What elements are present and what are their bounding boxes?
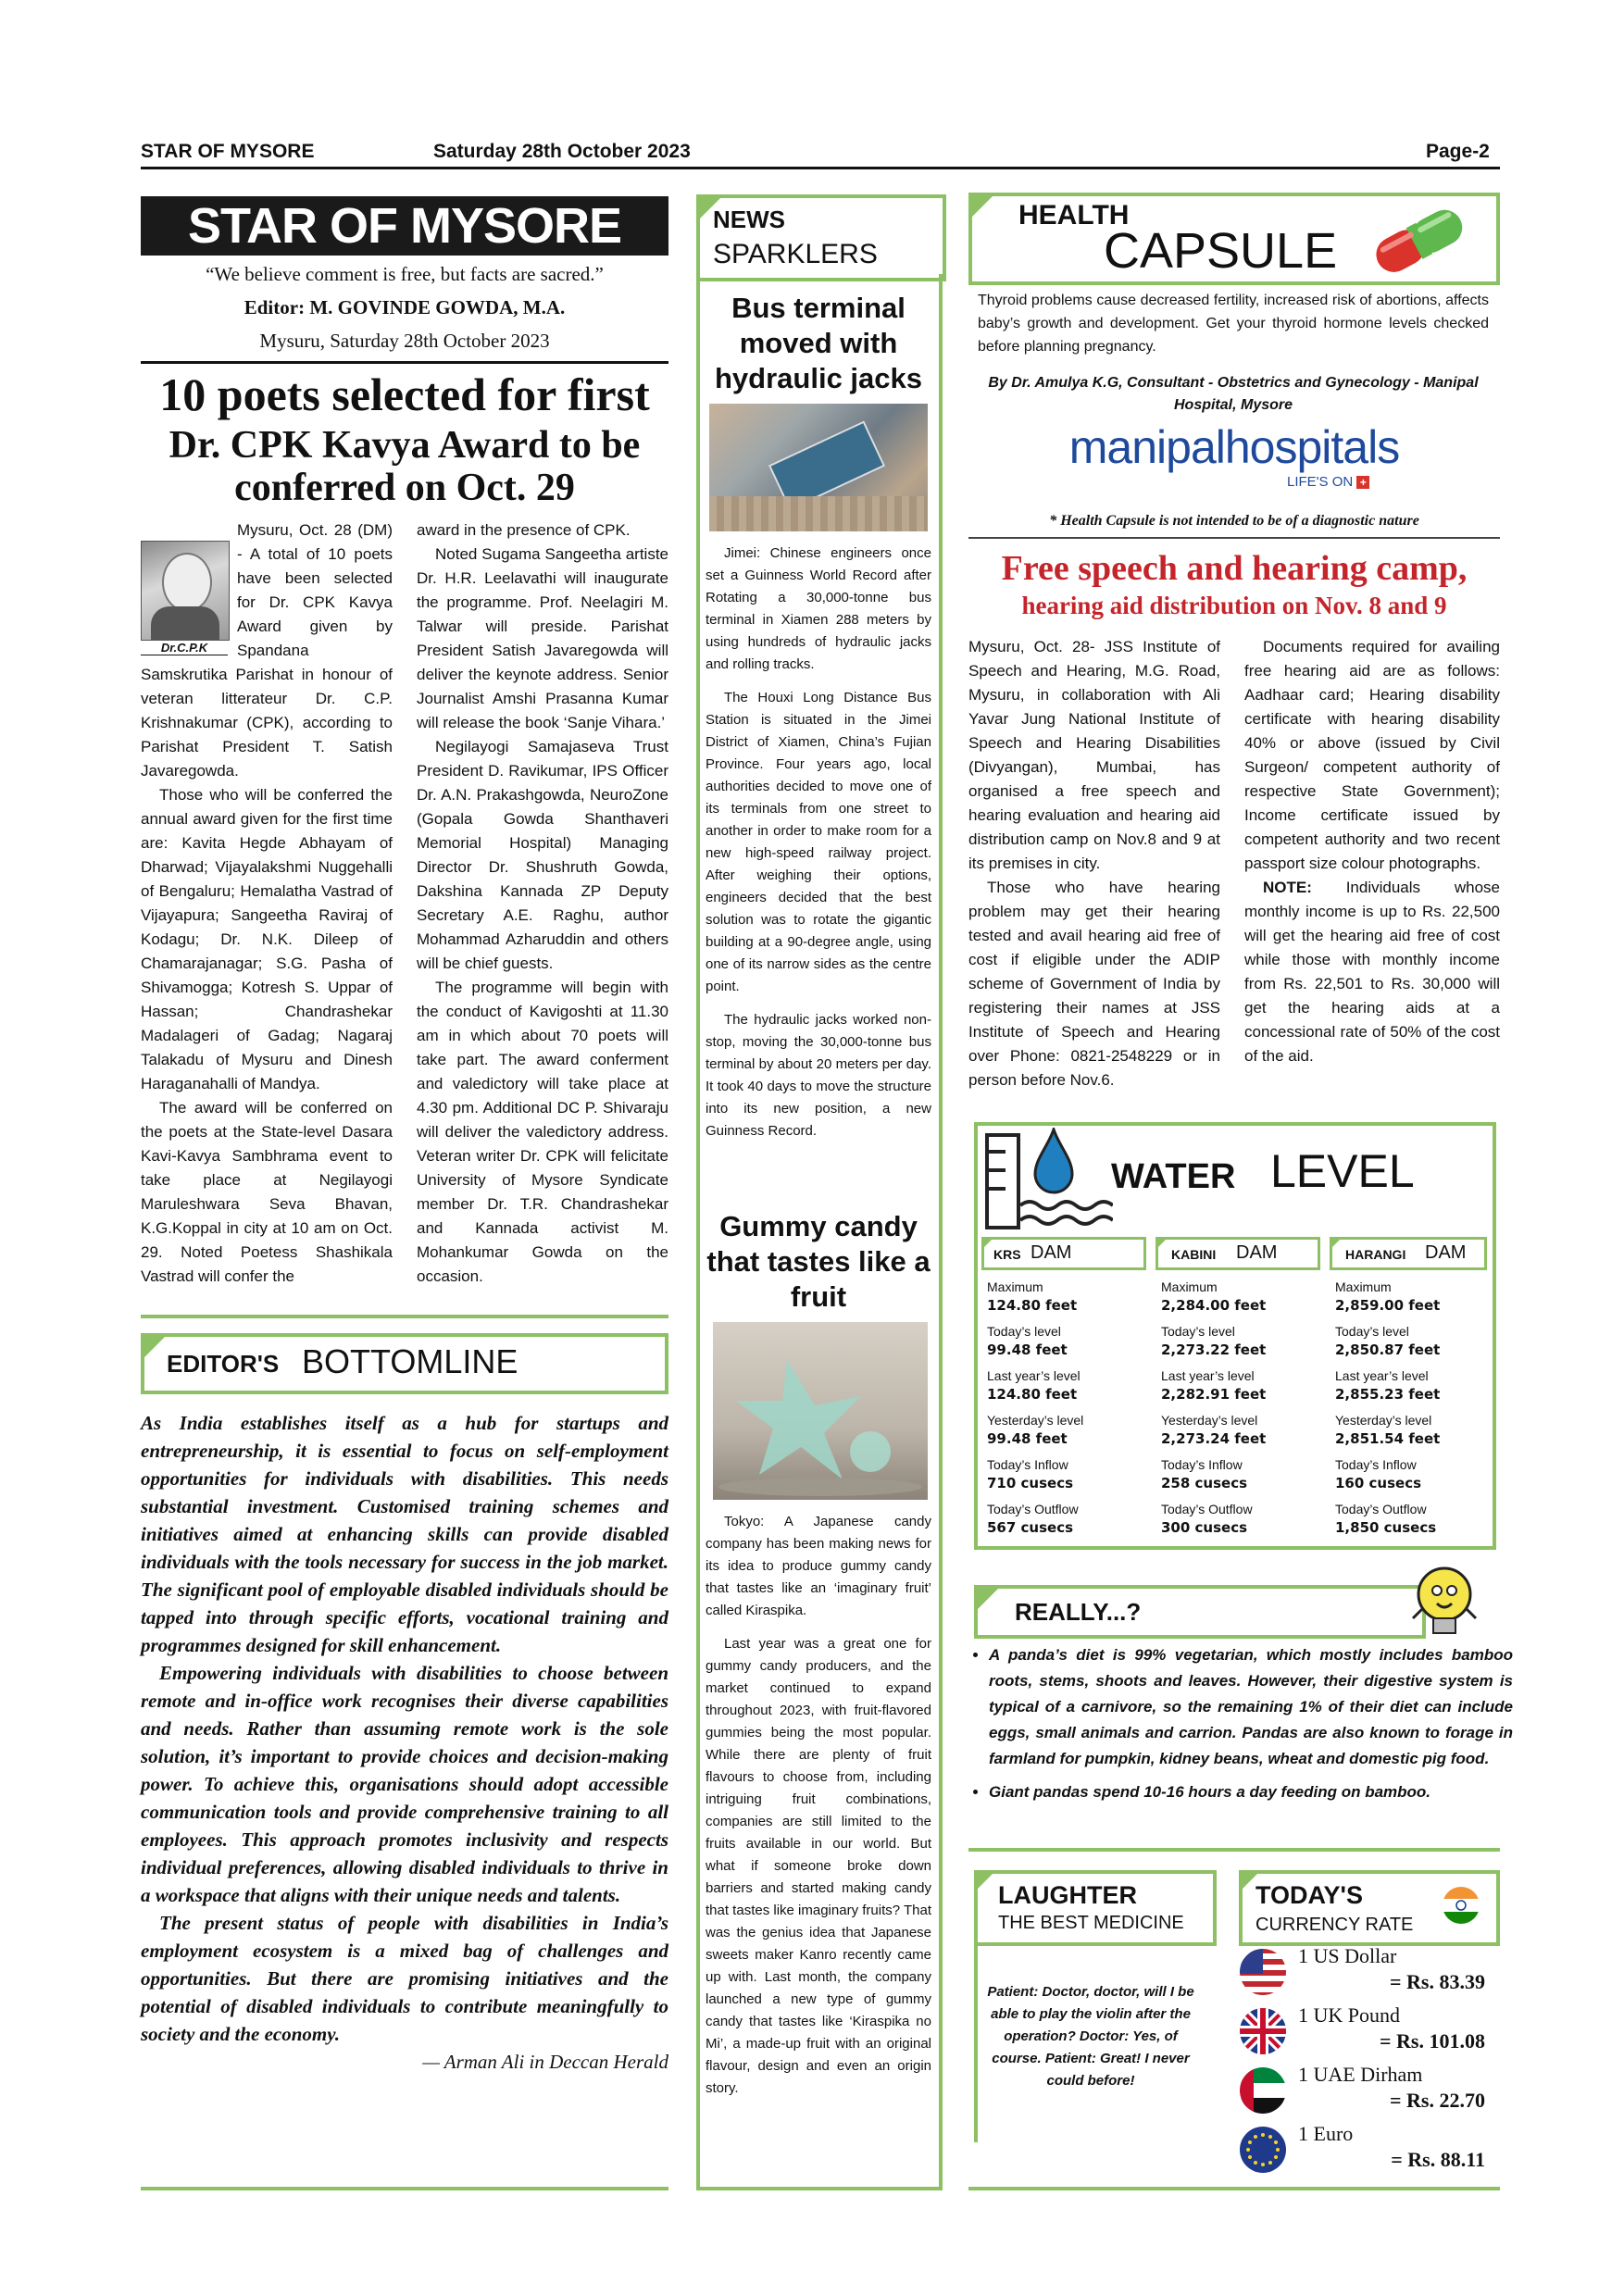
dam-value: 2,859.00 feet xyxy=(1335,1297,1441,1314)
lead-paragraph: The programme will begin with the conduct of Kavigoshti at 11.30 am in which about 70 poets will take part. The award conferment and valedictory will take place at 4.30 pm. Additional DC P. Shivaraju will deliver the valedictory address. Veteran writer Dr. CPK will felicitate University of Mysore Syndicate member Dr. T.R. Chandrashekar and Kannada activist M. Mohankumar Gowda on the occasion. xyxy=(417,979,668,1285)
health-capsule-disclaimer: * Health Capsule is not intended to be of a diagnostic nature xyxy=(1049,513,1419,529)
camp-headline: Free speech and hearing camp, xyxy=(1001,549,1468,588)
masthead-rule xyxy=(141,361,668,364)
header-page-number: Page-2 xyxy=(1426,141,1490,162)
dam-label: Today’s level xyxy=(987,1324,1061,1339)
laughter-joke: Patient: Doctor, doctor, will I be able to play the violin after the operation? Doctor: Yes, of course. Patient: Great! I never could before! xyxy=(987,1984,1194,2089)
water-box-left xyxy=(974,1122,978,1550)
lead-headline: 10 poets selected for first xyxy=(159,368,650,420)
really-item: • A panda’s diet is 99% vegetarian, which mostly includes bamboo roots, stems, shoots and leaves. However, their digestive system is typical of a carnivore, so the remaining 1% of their diet can include eggs, small animals and carrion. Pandas are also known to forage in farmland for pumpkin, kidney beans, wheat and domestic pig food. xyxy=(989,1642,1513,1772)
dam-krs xyxy=(981,1237,1146,1544)
gummy-candy-shape-icon xyxy=(713,1322,928,1500)
news-paragraph: Jimei: Chinese engineers once set a Guinness World Record after Rotating a 30,000-tonne bus terminal in Xiamen 288 meters by using hundreds of hydraulic jacks and rolling tracks. xyxy=(706,545,931,672)
dam-value: 124.80 feet xyxy=(987,1297,1078,1314)
currency-row xyxy=(1239,2063,1493,2122)
dam-value: 2,284.00 feet xyxy=(1161,1297,1267,1314)
currency-row xyxy=(1239,2003,1493,2063)
currency-row xyxy=(1239,1944,1493,2003)
health-capsule-byline: By Dr. Amulya K.G, Consultant - Obstetrics and Gynecology - Manipal Hospital, Mysore xyxy=(988,375,1479,413)
water-box-bottom xyxy=(974,1546,1496,1550)
dam-name: KABINI xyxy=(1171,1247,1217,1262)
health-capsule-title-bold: HEALTH xyxy=(1018,200,1130,231)
dam-value: 2,851.54 feet xyxy=(1335,1430,1441,1447)
lead-column-1 xyxy=(141,518,393,1289)
camp-paragraph: Mysuru, Oct. 28- JSS Institute of Speech and Hearing, M.G. Road, Mysuru, in collaboration with Ali Yavar Jung National Institute of Speech and Hearing Disabilities (Divyangan), Mumbai, has organised a free speech and hearing evaluation and hearing aid distribution camp on Nov.8 and 9 at its premises in city. xyxy=(968,638,1220,872)
currency-name: 1 UAE Dirham xyxy=(1298,2063,1423,2086)
camp-note-label: NOTE: xyxy=(1263,879,1312,896)
dam-value: 258 cusecs xyxy=(1161,1475,1248,1491)
dam-value: 2,850.87 feet xyxy=(1335,1341,1441,1358)
dam-header xyxy=(1156,1237,1320,1270)
gummy-candy-photo xyxy=(713,1322,928,1500)
dam-label: Yesterday’s level xyxy=(987,1413,1084,1428)
corner-flag-icon xyxy=(968,193,996,220)
dam-value: 2,273.24 feet xyxy=(1161,1430,1267,1447)
dam-value: 710 cusecs xyxy=(987,1475,1074,1491)
india-flag-icon xyxy=(1441,1885,1481,1926)
corner-flag-icon xyxy=(141,1333,169,1361)
corner-flag-icon xyxy=(981,1237,994,1250)
dam-label: Yesterday’s level xyxy=(1335,1413,1432,1428)
news-paragraph: The hydraulic jacks worked non-stop, moving the 30,000-tonne bus terminal by about 20 meters per day. It took 40 days to move the structure into its new position, a new Guinness Record. xyxy=(706,1012,931,1139)
dam-value: 2,273.22 feet xyxy=(1161,1341,1267,1358)
editorial-paragraph: Empowering individuals with disabilities to choose between remote and in-office work recognises their diverse capabilities and needs. Rather than assuming remote work is the sole solution, it’s important to provide choices and decision-making power. To achieve this, organisations should adopt accessible communication tools and provide comprehensive training to all employees. This approach promotes inclusivity and respects individual preferences, allowing disabled individuals to thrive in a workspace that aligns with their unique needs and talents. xyxy=(141,1662,668,1906)
news-paragraph: The Houxi Long Distance Bus Station is situated in the Jimei District of Xiamen, China’s Fujian Province. Four years ago, local authorities decided to move one of its terminals from one street to another in order to make room for a new high-speed railway project. After weighing their options, engineers decided that the best solution was to rotate the gigantic building at a 90-degree angle, using one of its narrow sides as the centre point. xyxy=(706,690,931,994)
lead-paragraph: The award will be conferred on the poets at the State-level Dasara Kavi-Kavya Sambhrama event to take place at Negilayogi Maruleshwara Seva Bhavan, K.G.Koppal in city at 10 am on Oct. 29. Noted Poetess Shashikala Vastrad will confer the xyxy=(141,1099,393,1285)
poet-photo-caption: Dr.C.P.K xyxy=(141,641,228,655)
masthead-dateline: Mysuru, Saturday 28th October 2023 xyxy=(259,330,550,352)
dam-kabini xyxy=(1156,1237,1320,1544)
manipal-logo: manipalhospitals xyxy=(1068,421,1400,473)
lightbulb-icon xyxy=(1405,1563,1485,1646)
currency-title-light: CURRENCY RATE xyxy=(1255,1915,1414,1935)
dam-label: Maximum xyxy=(1161,1279,1218,1294)
dam-label: Today’s level xyxy=(1335,1324,1409,1339)
sparklers-bottom-rule xyxy=(696,2187,943,2190)
laughter-title-bold: LAUGHTER xyxy=(998,1881,1137,1909)
dam-label: Today’s Outflow xyxy=(1335,1502,1427,1516)
news-paragraph: Last year was a great one for gummy candy producers, and the market continued to expand throughout 2023, with fruit-flavored gummies being the most popular. While there are plenty of fruit flavours to choose from, including intriguing fruit combinations, companies are still limited to the fruits available in our world. But what if someone broke down barriers and started making candy that tastes like imaginary fruits? That was the genius idea that Japanese sweets maker Kanro recently came up with. Last month, the company launched a new type of gummy candy that tastes like ‘Kiraspika no Mi’, a made-up fruit with an original flavour, design and even an origin story. xyxy=(706,1636,931,2096)
water-box-top xyxy=(974,1122,1496,1126)
masthead-motto: “We believe comment is free, but facts are sacred.” xyxy=(206,263,604,285)
masthead-editor: Editor: M. GOVINDE GOWDA, M.A. xyxy=(244,296,566,318)
dam-value: 2,855.23 feet xyxy=(1335,1386,1441,1403)
health-capsule-text: Thyroid problems cause decreased fertility, increased risk of abortions, affects baby’s growth and development. Get your thyroid hormone levels checked before planning pregnancy. xyxy=(978,293,1489,355)
camp-column-1 xyxy=(968,635,1220,1092)
corner-flag-icon xyxy=(1156,1237,1168,1250)
health-capsule-title-light: CAPSULE xyxy=(1104,223,1338,279)
news-sparklers-title-light: SPARKLERS xyxy=(713,239,878,269)
laughter-left-rule xyxy=(974,1939,978,2142)
bus-terminal-body xyxy=(706,543,931,1154)
currency-title-bold: TODAY'S xyxy=(1255,1881,1363,1909)
dam-label: Last year’s level xyxy=(1335,1368,1429,1383)
header-date: Saturday 28th October 2023 xyxy=(433,141,691,162)
editorial-paragraph: The present status of people with disabilities in India’s employment ecosystem is a mixed bag of challenges and opportunities. But there are promising initiatives and the potential of disabled individuals to contribute meaningfully to society and the economy. xyxy=(141,1912,668,2045)
really-item: • Giant pandas spend 10-16 hours a day feeding on bamboo. xyxy=(989,1779,1513,1805)
lead-paragraph: Mysuru, Oct. 28 (DM) - A total of 10 poets have been selected for Dr. CPK Kavya Award given by Spandana Samskrutika Parishat in honour of veteran litterateur Dr. C.P. Krishnakumar (CPK), according to Parishat President T. Satish Javaregowda. xyxy=(141,521,393,780)
health-rule xyxy=(968,537,1500,539)
dam-value: 2,282.91 feet xyxy=(1161,1386,1267,1403)
currency-name: 1 US Dollar xyxy=(1298,1944,1397,1967)
bus-terminal-headline: Bus terminal moved with hydraulic jacks xyxy=(714,292,922,394)
editor-bottomline-title-light: BOTTOMLINE xyxy=(302,1342,518,1380)
dam-value: 99.48 feet xyxy=(987,1430,1068,1447)
dam-label: Today’s Inflow xyxy=(987,1457,1068,1472)
corner-flag-icon xyxy=(974,1585,1002,1613)
dam-label: Maximum xyxy=(1335,1279,1392,1294)
uk-flag-icon xyxy=(1239,2007,1287,2055)
health-capsule-box xyxy=(968,193,1500,285)
gummy-candy-headline: Gummy candy that tastes like a fruit xyxy=(706,1210,931,1313)
dam-label: Today’s level xyxy=(1161,1324,1235,1339)
dam-suffix: DAM xyxy=(1236,1242,1278,1263)
corner-flag-icon xyxy=(974,1870,996,1892)
sparklers-left-rule xyxy=(696,274,700,2190)
masthead-title: STAR OF MYSORE xyxy=(141,196,668,256)
news-sparklers-box xyxy=(696,194,946,281)
dam-label: Maximum xyxy=(987,1279,1043,1294)
eu-flag-icon xyxy=(1239,2126,1287,2174)
camp-column-2 xyxy=(1244,635,1500,1068)
dam-value: 99.48 feet xyxy=(987,1341,1068,1358)
laughter-title-light: THE BEST MEDICINE xyxy=(998,1913,1184,1933)
dam-harangi xyxy=(1330,1237,1487,1544)
water-level-title-bold: WATER xyxy=(1111,1157,1236,1196)
editorial-paragraph: As India establishes itself as a hub for startups and entrepreneurship, it is essential to focus on self-employment opportunities for individuals with disabilities. This needs substantial investment. Customised training schemes and initiatives aimed at enhancing skills can provide disabled individuals with the tools necessary for success in the job market. The significant pool of employable disabled individuals should be tapped into through specific efforts, vocational training and programmes designed for skill enhancement. xyxy=(141,1412,668,1656)
editorial-bottom-rule xyxy=(141,2187,668,2190)
currency-value: = Rs. 101.08 xyxy=(1380,2029,1485,2053)
dam-label: Today’s Outflow xyxy=(987,1502,1079,1516)
lead-paragraph: award in the presence of CPK. xyxy=(417,521,631,539)
editorial-credit: — Arman Ali in Deccan Herald xyxy=(422,2051,668,2073)
dam-value: 1,850 cusecs xyxy=(1335,1519,1437,1536)
camp-paragraph: Documents required for availing free hearing aid are as follows: Aadhaar card; Hearing disability certificate with hearing disability 40% or above (issued by Civil Surgeon/ competent authority of respective State Government); Income certificate issued by competent authority and two recent passport size colour photographs. xyxy=(1244,638,1500,872)
manipal-logo-tagline xyxy=(1287,474,1369,490)
laughter-box xyxy=(974,1870,1217,1946)
dam-header xyxy=(1330,1237,1487,1270)
lead-subheadline: Dr. CPK Kavya Award to be conferred on Oct. 29 xyxy=(169,424,641,509)
camp-note-text: Individuals whose monthly income is up to Rs. 22,500 will get the hearing aid free of cost while those with monthly income from Rs. 22,501 to Rs. 30,000 will get the hearing aids at a concessional rate of 50% of the cost of the aid. xyxy=(1244,879,1500,1065)
dam-value: 300 cusecs xyxy=(1161,1519,1248,1536)
editor-bottomline-body xyxy=(141,1409,668,2076)
header-rule xyxy=(141,167,1500,169)
camp-paragraph xyxy=(1244,876,1500,1068)
currency-value: = Rs. 83.39 xyxy=(1390,1970,1485,1993)
currency-value: = Rs. 88.11 xyxy=(1391,2148,1485,2171)
really-bottom-rule xyxy=(968,1848,1500,1852)
really-box xyxy=(974,1585,1426,1639)
really-title: REALLY...? xyxy=(1015,1598,1142,1626)
manipal-tagline-text: LIFE'S ON xyxy=(1287,474,1354,490)
dam-label: Last year’s level xyxy=(987,1368,1081,1383)
lead-paragraph: Noted Sugama Sangeetha artiste Dr. H.R. Leelavathi will inaugurate the programme. Prof. Neelagiri M. Talwar will preside. Parishat President Satish Javaregowda will deliver the keynote address. Senior Journalist Amshi Prasanna Kumar will release the book ‘Sanje Vihara.’ xyxy=(417,545,668,731)
dam-value: 160 cusecs xyxy=(1335,1475,1422,1491)
dam-name: KRS xyxy=(993,1247,1021,1262)
lead-bottom-rule xyxy=(141,1315,668,1318)
dam-label: Today’s Inflow xyxy=(1161,1457,1243,1472)
lead-paragraph: Negilayogi Samajaseva Trust President D. Ravikumar, IPS Officer Dr. A.N. Prakashgowda, NeuroZone (Gopala Gowda Shanthaveri Memorial Hospital) Managing Director Dr. Shushruth Gowda, Dakshina Kannada ZP Deputy Secretary A.E. Raghu, author Mohammad Azharuddin and others will be chief guests. xyxy=(417,738,668,972)
dam-label: Yesterday’s level xyxy=(1161,1413,1258,1428)
water-box-right xyxy=(1493,1122,1496,1550)
bus-terminal-photo xyxy=(709,404,928,531)
editor-bottomline-box xyxy=(141,1333,668,1394)
gummy-candy-body xyxy=(706,1511,931,2111)
dam-header xyxy=(981,1237,1146,1270)
dam-value: 124.80 feet xyxy=(987,1386,1078,1403)
currency-name: 1 UK Pound xyxy=(1298,2003,1401,2027)
plus-icon: + xyxy=(1356,476,1369,489)
currency-list xyxy=(1239,1944,1493,2181)
currency-row xyxy=(1239,2122,1493,2181)
sparklers-right-rule xyxy=(939,274,943,2190)
dam-label: Today’s Outflow xyxy=(1161,1502,1253,1516)
dam-name: HARANGI xyxy=(1345,1247,1406,1262)
editor-bottomline-title-bold: EDITOR'S xyxy=(167,1350,280,1378)
camp-subheadline: hearing aid distribution on Nov. 8 and 9 xyxy=(1021,592,1447,619)
news-sparklers-title-bold: NEWS xyxy=(713,206,785,233)
lead-paragraph: Those who will be conferred the annual award given for the first time are: Kavita Hegde Abhayam of Dharwad; Vijayalakshmi Nuggehalli of Bengaluru; Hemalatha Vastrad of Vijayapura; Sangeetha Raviraj of Kodagu; Dr. N.K. Dileep of Chamarajanagar; S.G. Pasha of Shivamogga; Kotresh S. Uppar of Hassan; Chandrashekar Madalageri of Gadag; Nagaraj Talakadu of Mysuru and Dinesh Haraganahalli of Mandya. xyxy=(141,786,393,1092)
currency-name: 1 Euro xyxy=(1298,2122,1354,2145)
dam-suffix: DAM xyxy=(1031,1242,1072,1263)
news-paragraph: Tokyo: A Japanese candy company has been making news for its idea to produce gummy candy that tastes like an ‘imaginary fruit’ called Kiraspika. xyxy=(706,1514,931,1618)
water-level-title-light: LEVEL xyxy=(1270,1145,1415,1197)
uae-flag-icon xyxy=(1239,2066,1287,2115)
dam-label: Today’s Inflow xyxy=(1335,1457,1417,1472)
lead-column-2 xyxy=(417,518,668,1289)
currency-value: = Rs. 22.70 xyxy=(1390,2089,1485,2112)
really-list xyxy=(968,1642,1513,1813)
corner-flag-icon xyxy=(1330,1237,1343,1250)
us-flag-icon xyxy=(1239,1948,1287,1996)
currency-box xyxy=(1239,1870,1500,1946)
header-paper-name: STAR OF MYSORE xyxy=(141,141,315,162)
dam-label: Last year’s level xyxy=(1161,1368,1255,1383)
dam-suffix: DAM xyxy=(1425,1242,1467,1263)
camp-paragraph: Those who have hearing problem may get their hearing tested and avail hearing aid free of cost if eligible under the ADIP scheme of Government of India by registering their names at JSS Institute of Speech and Hearing over Phone: 0821-2548229 or in person before Nov.6. xyxy=(968,879,1220,1089)
capsule-pill-icon xyxy=(1361,202,1481,276)
water-gauge-icon xyxy=(983,1128,1113,1229)
dam-value: 567 cusecs xyxy=(987,1519,1074,1536)
bottom-right-rule xyxy=(968,2187,1500,2190)
